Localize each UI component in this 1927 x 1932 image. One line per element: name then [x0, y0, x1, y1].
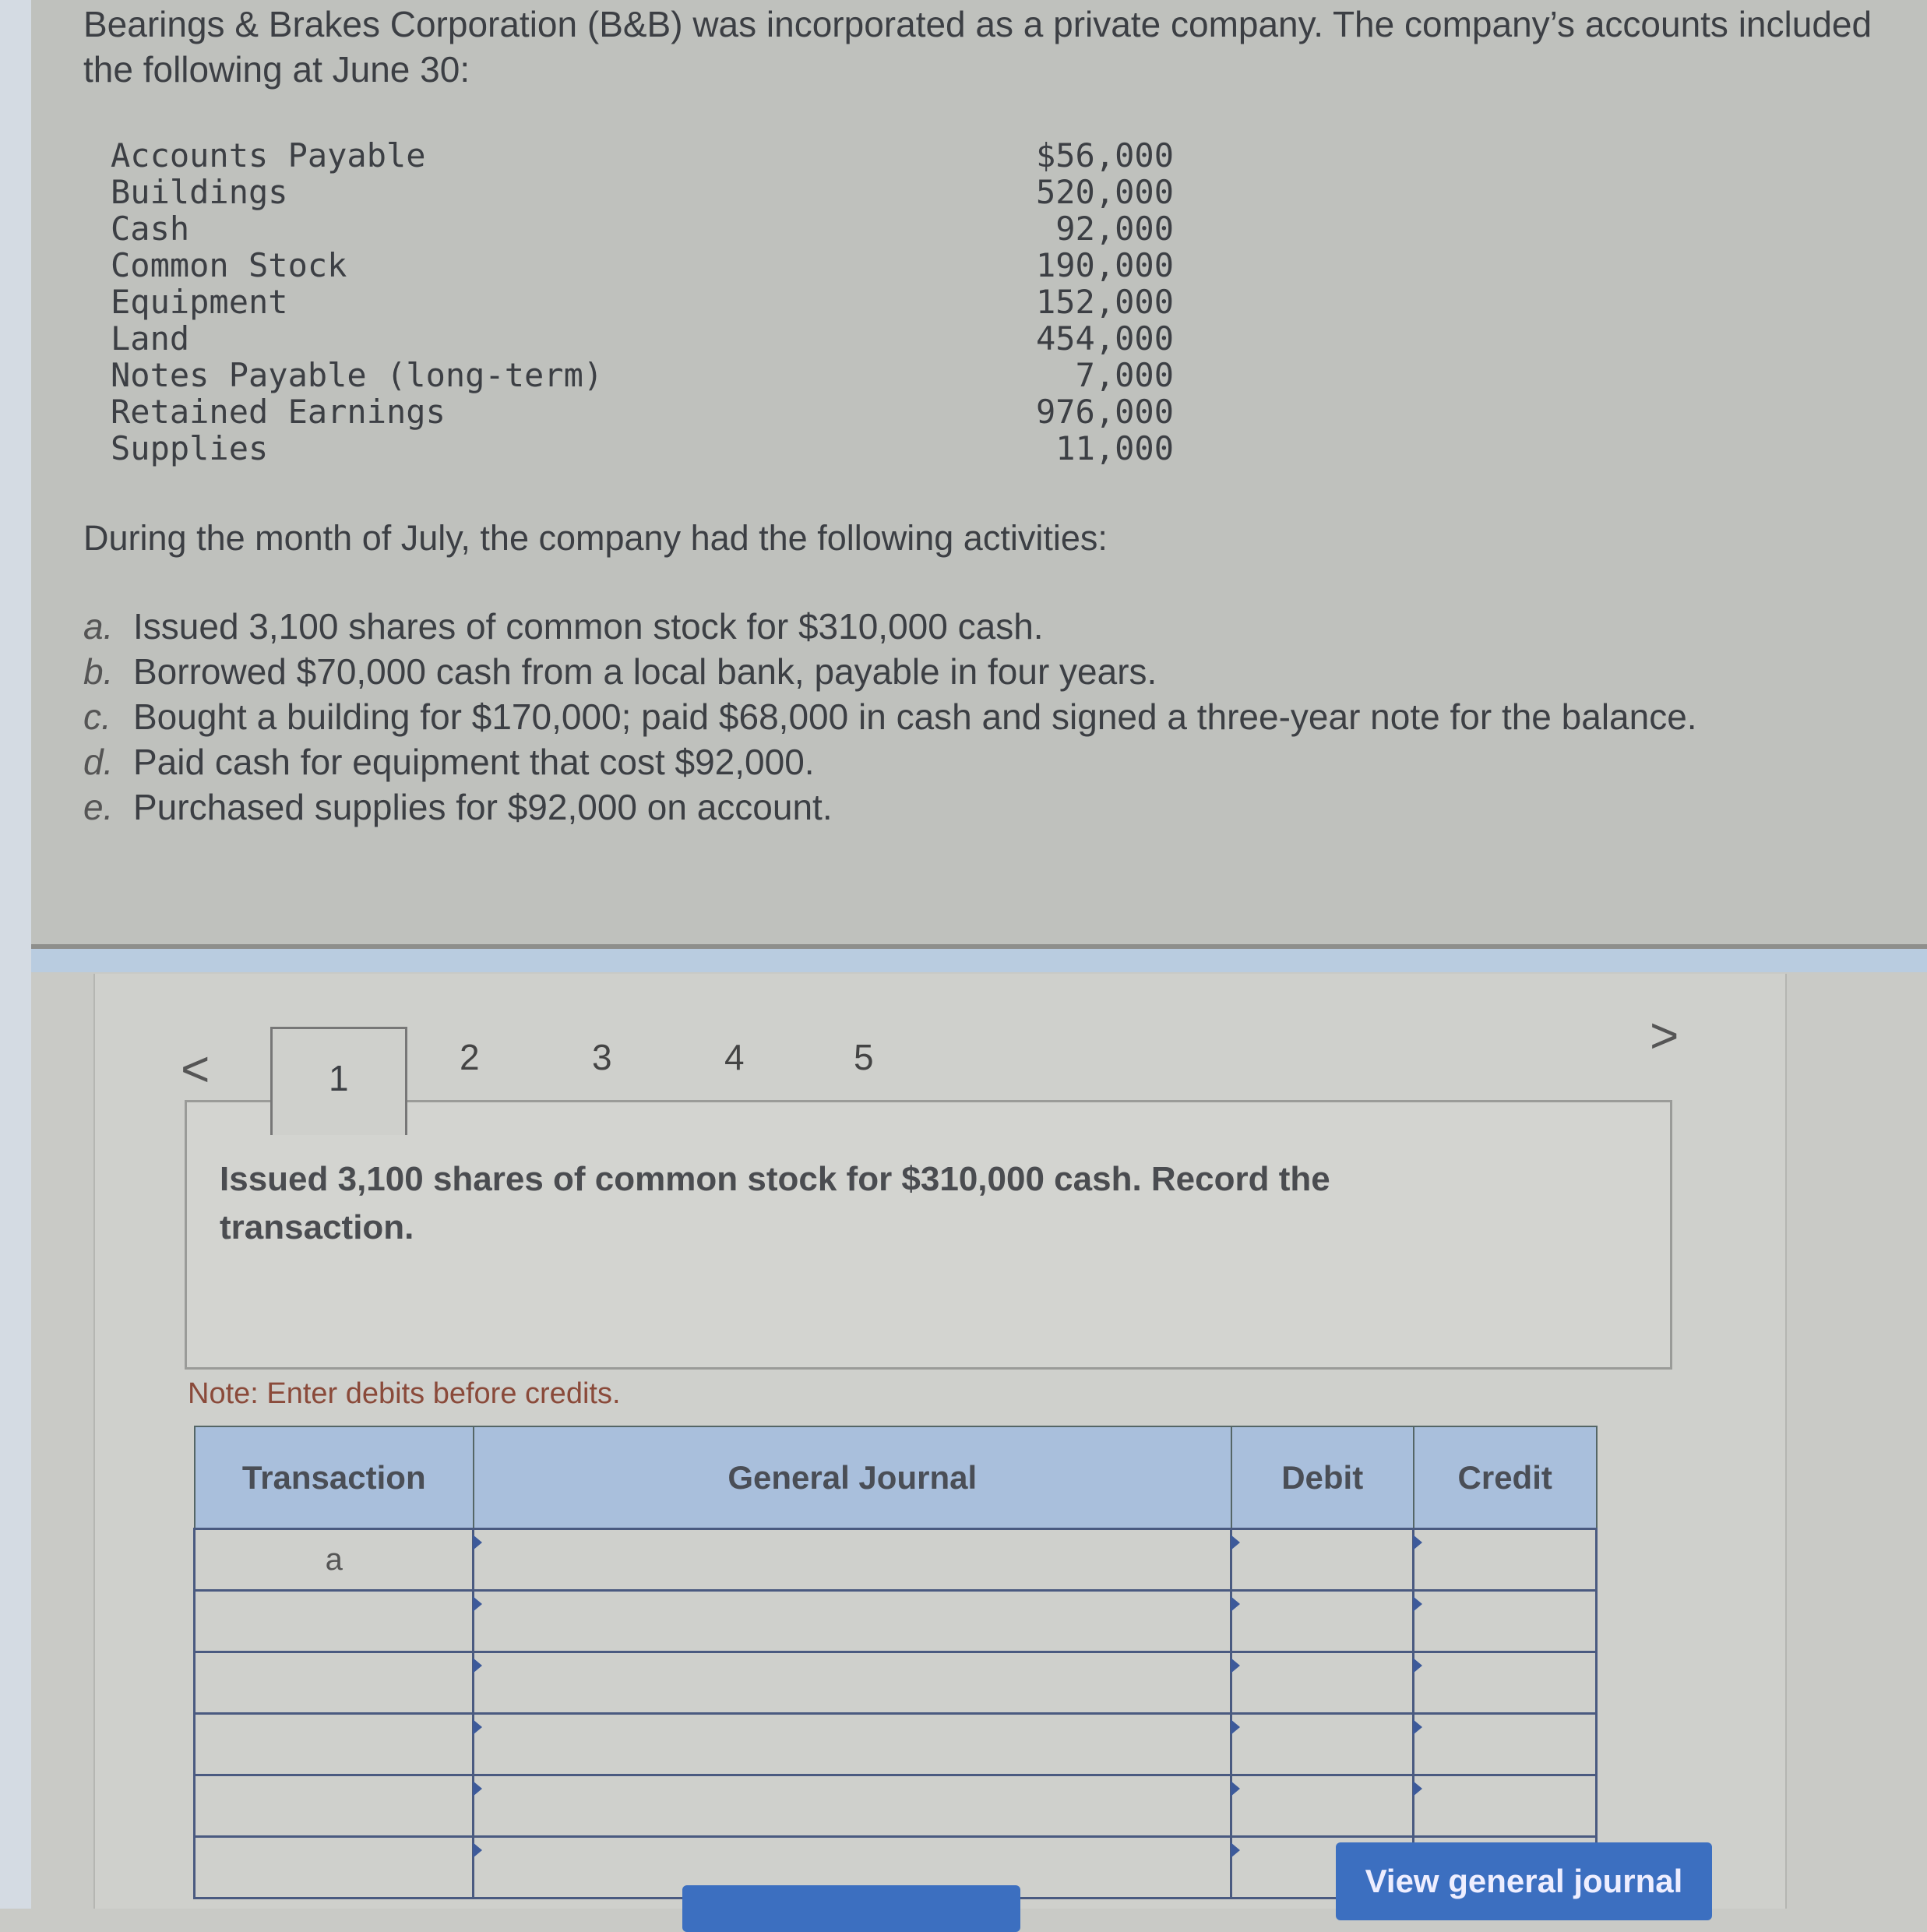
action-button[interactable] — [682, 1885, 1020, 1932]
account-value: 520,000 — [1035, 173, 1174, 211]
account-name: Supplies — [111, 429, 269, 467]
screen-edge — [0, 0, 31, 1909]
activity-letter: c. — [83, 696, 111, 737]
account-value: 11,000 — [1055, 429, 1174, 467]
account-value: 152,000 — [1035, 283, 1174, 321]
activity-item — [83, 694, 1697, 739]
activity-letter: e. — [83, 787, 114, 827]
credit-input[interactable] — [1414, 1529, 1597, 1591]
header-credit: Credit — [1414, 1426, 1597, 1529]
account-select[interactable] — [474, 1529, 1231, 1591]
account-value: 976,000 — [1035, 393, 1174, 431]
debit-input[interactable] — [1231, 1591, 1414, 1652]
activity-item — [83, 604, 1697, 649]
note-text: Note: Enter debits before credits. — [188, 1377, 621, 1410]
transaction-cell — [195, 1775, 474, 1837]
table-row — [195, 1652, 1597, 1714]
transaction-cell: a — [195, 1529, 474, 1591]
account-select[interactable] — [474, 1775, 1231, 1837]
account-value: $56,000 — [1035, 136, 1174, 175]
account-name: Buildings — [111, 173, 288, 211]
account-row — [111, 284, 1174, 320]
account-name: Retained Earnings — [111, 393, 446, 431]
prev-arrow-icon[interactable]: < — [181, 1041, 210, 1097]
account-select[interactable] — [474, 1714, 1231, 1775]
account-row — [111, 320, 1174, 357]
debit-input[interactable] — [1231, 1775, 1414, 1837]
question-box — [185, 1100, 1672, 1370]
journal-table — [193, 1426, 1598, 1899]
header-general-journal: General Journal — [474, 1426, 1231, 1529]
debit-input[interactable] — [1231, 1714, 1414, 1775]
transaction-cell — [195, 1652, 474, 1714]
activity-item — [83, 739, 1697, 784]
activity-letter: a. — [83, 606, 114, 647]
credit-input[interactable] — [1414, 1714, 1597, 1775]
activity-text: Paid cash for equipment that cost $92,000. — [133, 742, 815, 782]
debit-input[interactable] — [1231, 1652, 1414, 1714]
activity-letter: d. — [83, 742, 114, 782]
table-row — [195, 1775, 1597, 1837]
account-row — [111, 430, 1174, 467]
tab-3[interactable]: 3 — [592, 1037, 612, 1077]
activity-text: Bought a building for $170,000; paid $68,000 in cash and signed a three-year note for the balance. — [133, 696, 1697, 737]
tab-4[interactable]: 4 — [724, 1037, 745, 1077]
tab-1[interactable] — [270, 1027, 407, 1135]
activity-text: Issued 3,100 shares of common stock for $310,000 cash. — [133, 606, 1044, 647]
accounts-list — [111, 137, 1174, 467]
tab-label: 1 — [329, 1058, 349, 1098]
section-strip — [31, 949, 1927, 972]
credit-input[interactable] — [1414, 1775, 1597, 1837]
table-row — [195, 1529, 1597, 1591]
account-name: Equipment — [111, 283, 288, 321]
account-name: Common Stock — [111, 246, 347, 284]
account-value: 190,000 — [1035, 246, 1174, 284]
activity-item — [83, 649, 1697, 694]
activity-letter: b. — [83, 651, 114, 692]
account-row — [111, 247, 1174, 284]
activity-item — [83, 784, 1697, 830]
account-row — [111, 357, 1174, 393]
account-select[interactable] — [474, 1652, 1231, 1714]
account-name: Cash — [111, 210, 190, 248]
intro-text: Bearings & Brakes Corporation (B&B) was incorporated as a private company. The company’s accounts included the following at June 30: — [83, 4, 1872, 90]
activity-text: Borrowed $70,000 cash from a local bank, payable in four years. — [133, 651, 1157, 692]
account-value: 454,000 — [1035, 319, 1174, 358]
view-general-journal-button[interactable]: View general journal — [1336, 1842, 1712, 1920]
account-row — [111, 210, 1174, 247]
account-value: 7,000 — [1075, 356, 1174, 394]
transaction-cell — [195, 1714, 474, 1775]
header-debit: Debit — [1231, 1426, 1414, 1529]
activity-text: Purchased supplies for $92,000 on account. — [133, 787, 833, 827]
account-select[interactable] — [474, 1591, 1231, 1652]
activities-intro: During the month of July, the company had the following activities: — [83, 518, 1108, 558]
account-row — [111, 137, 1174, 174]
account-name: Accounts Payable — [111, 136, 426, 175]
next-arrow-icon[interactable]: > — [1650, 1007, 1679, 1063]
question-text: Issued 3,100 shares of common stock for $310,000 cash. Record the transaction. — [220, 1160, 1330, 1246]
account-value: 92,000 — [1055, 210, 1174, 248]
table-row — [195, 1714, 1597, 1775]
transaction-cell — [195, 1591, 474, 1652]
tab-2[interactable]: 2 — [460, 1037, 480, 1077]
tab-5[interactable]: 5 — [854, 1037, 874, 1077]
debit-input[interactable] — [1231, 1529, 1414, 1591]
table-row — [195, 1591, 1597, 1652]
account-name: Land — [111, 319, 190, 358]
activities-list — [83, 604, 1697, 830]
account-row — [111, 174, 1174, 210]
transaction-cell — [195, 1837, 474, 1899]
account-name: Notes Payable (long-term) — [111, 356, 604, 394]
header-transaction: Transaction — [195, 1426, 474, 1529]
credit-input[interactable] — [1414, 1652, 1597, 1714]
credit-input[interactable] — [1414, 1591, 1597, 1652]
account-row — [111, 393, 1174, 430]
